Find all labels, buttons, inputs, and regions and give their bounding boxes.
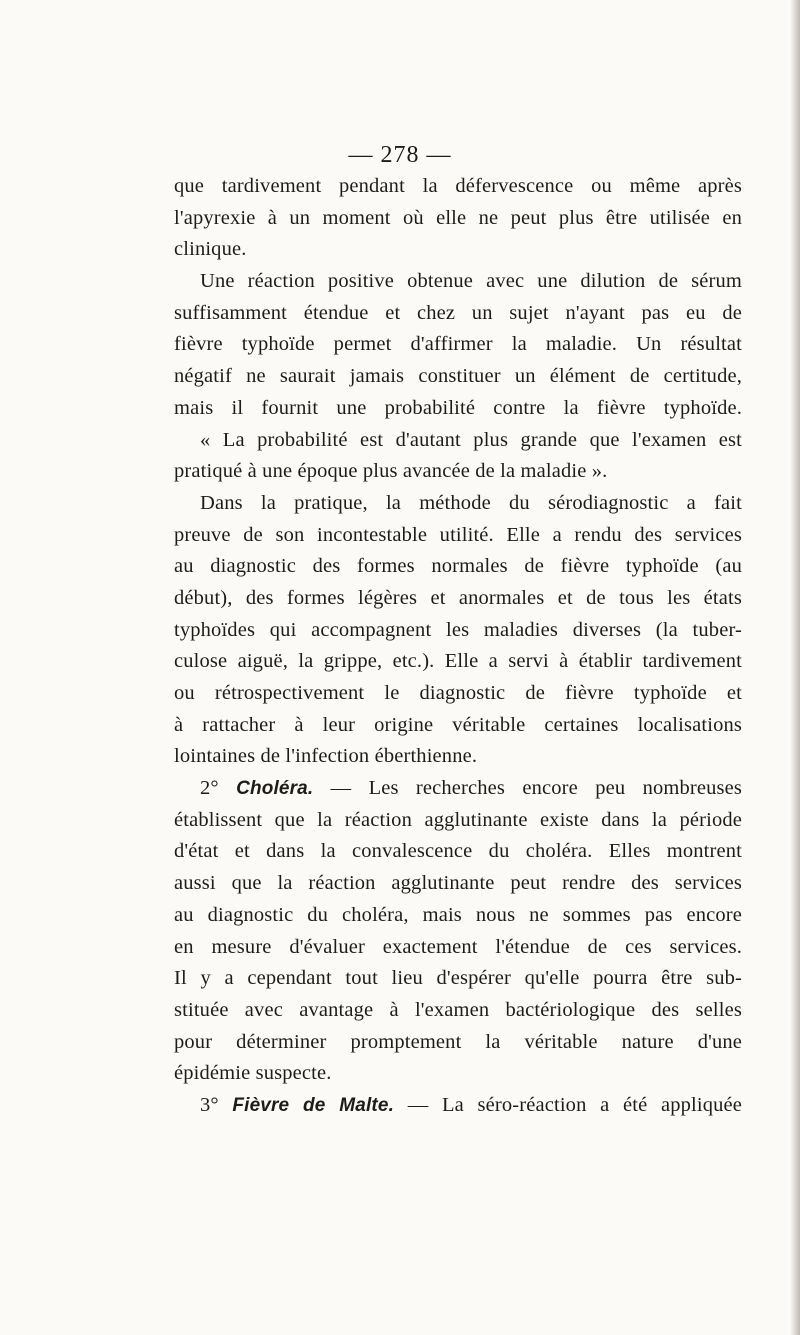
text-line: négatif ne saurait jamais constituer un élément de certitude, <box>174 365 742 388</box>
text-line: à rattacher à leur origine véritable certaines localisations <box>174 713 742 736</box>
section-heading-line: 3° Fièvre de Malte. — La séro-réaction a été appliquée <box>200 1093 742 1116</box>
section-number: 3° <box>200 1093 219 1116</box>
text-line: Il y a cependant tout lieu d'espérer qu'elle pourra être sub- <box>174 967 742 990</box>
section-heading-cholera: Choléra. <box>236 778 314 800</box>
text-line: Dans la pratique, la méthode du sérodiagnostic a fait <box>200 491 742 514</box>
section-heading-line: 2° Choléra. — Les recherches encore peu nombreuses <box>200 777 742 800</box>
text-line: suffisamment étendue et chez un sujet n'ayant pas eu de <box>174 301 742 324</box>
text-line: stituée avec avantage à l'examen bactériologique des selles <box>174 998 742 1021</box>
text-line: typhoïdes qui accompagnent les maladies diverses (la tuber- <box>174 618 742 641</box>
text-line: que tardivement pendant la défervescence ou même après <box>174 175 742 197</box>
text-line: lointaines de l'infection éberthienne. <box>174 745 478 768</box>
text-line: pratiqué à une époque plus avancée de la maladie ». <box>174 460 608 483</box>
text-line: établissent que la réaction agglutinante existe dans la période <box>174 808 742 831</box>
text-line: ou rétrospectivement le diagnostic de fièvre typhoïde et <box>174 682 742 704</box>
text-line: d'état et dans la convalescence du choléra. Elles montrent <box>174 840 742 863</box>
text-line: mais il fournit une probabilité contre la fièvre typhoïde. <box>174 396 742 419</box>
text-line: l'apyrexie à un moment où elle ne peut plus être utilisée en <box>174 206 742 229</box>
text-line: au diagnostic des formes normales de fièvre typhoïde (au <box>174 555 742 578</box>
text-line: épidémie suspecte. <box>174 1062 332 1085</box>
text-line: Une réaction positive obtenue avec une dilution de sérum <box>200 270 742 293</box>
text-line: « La probabilité est d'autant plus grande que l'examen est <box>200 428 742 451</box>
page-number: — 278 — <box>348 142 452 168</box>
text-line: pour déterminer promptement la véritable nature d'une <box>174 1030 742 1053</box>
text-line: fièvre typhoïde permet d'affirmer la maladie. Un résultat <box>174 333 742 356</box>
text-line: aussi que la réaction agglutinante peut rendre des services <box>174 872 742 895</box>
body-text <box>174 171 742 1122</box>
section-number: 2° <box>200 777 219 800</box>
text-line: preuve de son incontestable utilité. Elle a rendu des services <box>174 523 742 546</box>
section-heading-malta-fever: Fièvre de Malte. <box>232 1094 395 1116</box>
text-line: clinique. <box>174 238 247 261</box>
text-line: début), des formes légères et anormales et de tous les états <box>174 586 742 609</box>
text-line: au diagnostic du choléra, mais nous ne sommes pas encore <box>174 903 742 926</box>
page-edge-shadow <box>790 0 800 1335</box>
text-line: en mesure d'évaluer exactement l'étendue de ces services. <box>174 935 742 958</box>
text-line: culose aiguë, la grippe, etc.). Elle a servi à établir tardivement <box>174 650 742 673</box>
